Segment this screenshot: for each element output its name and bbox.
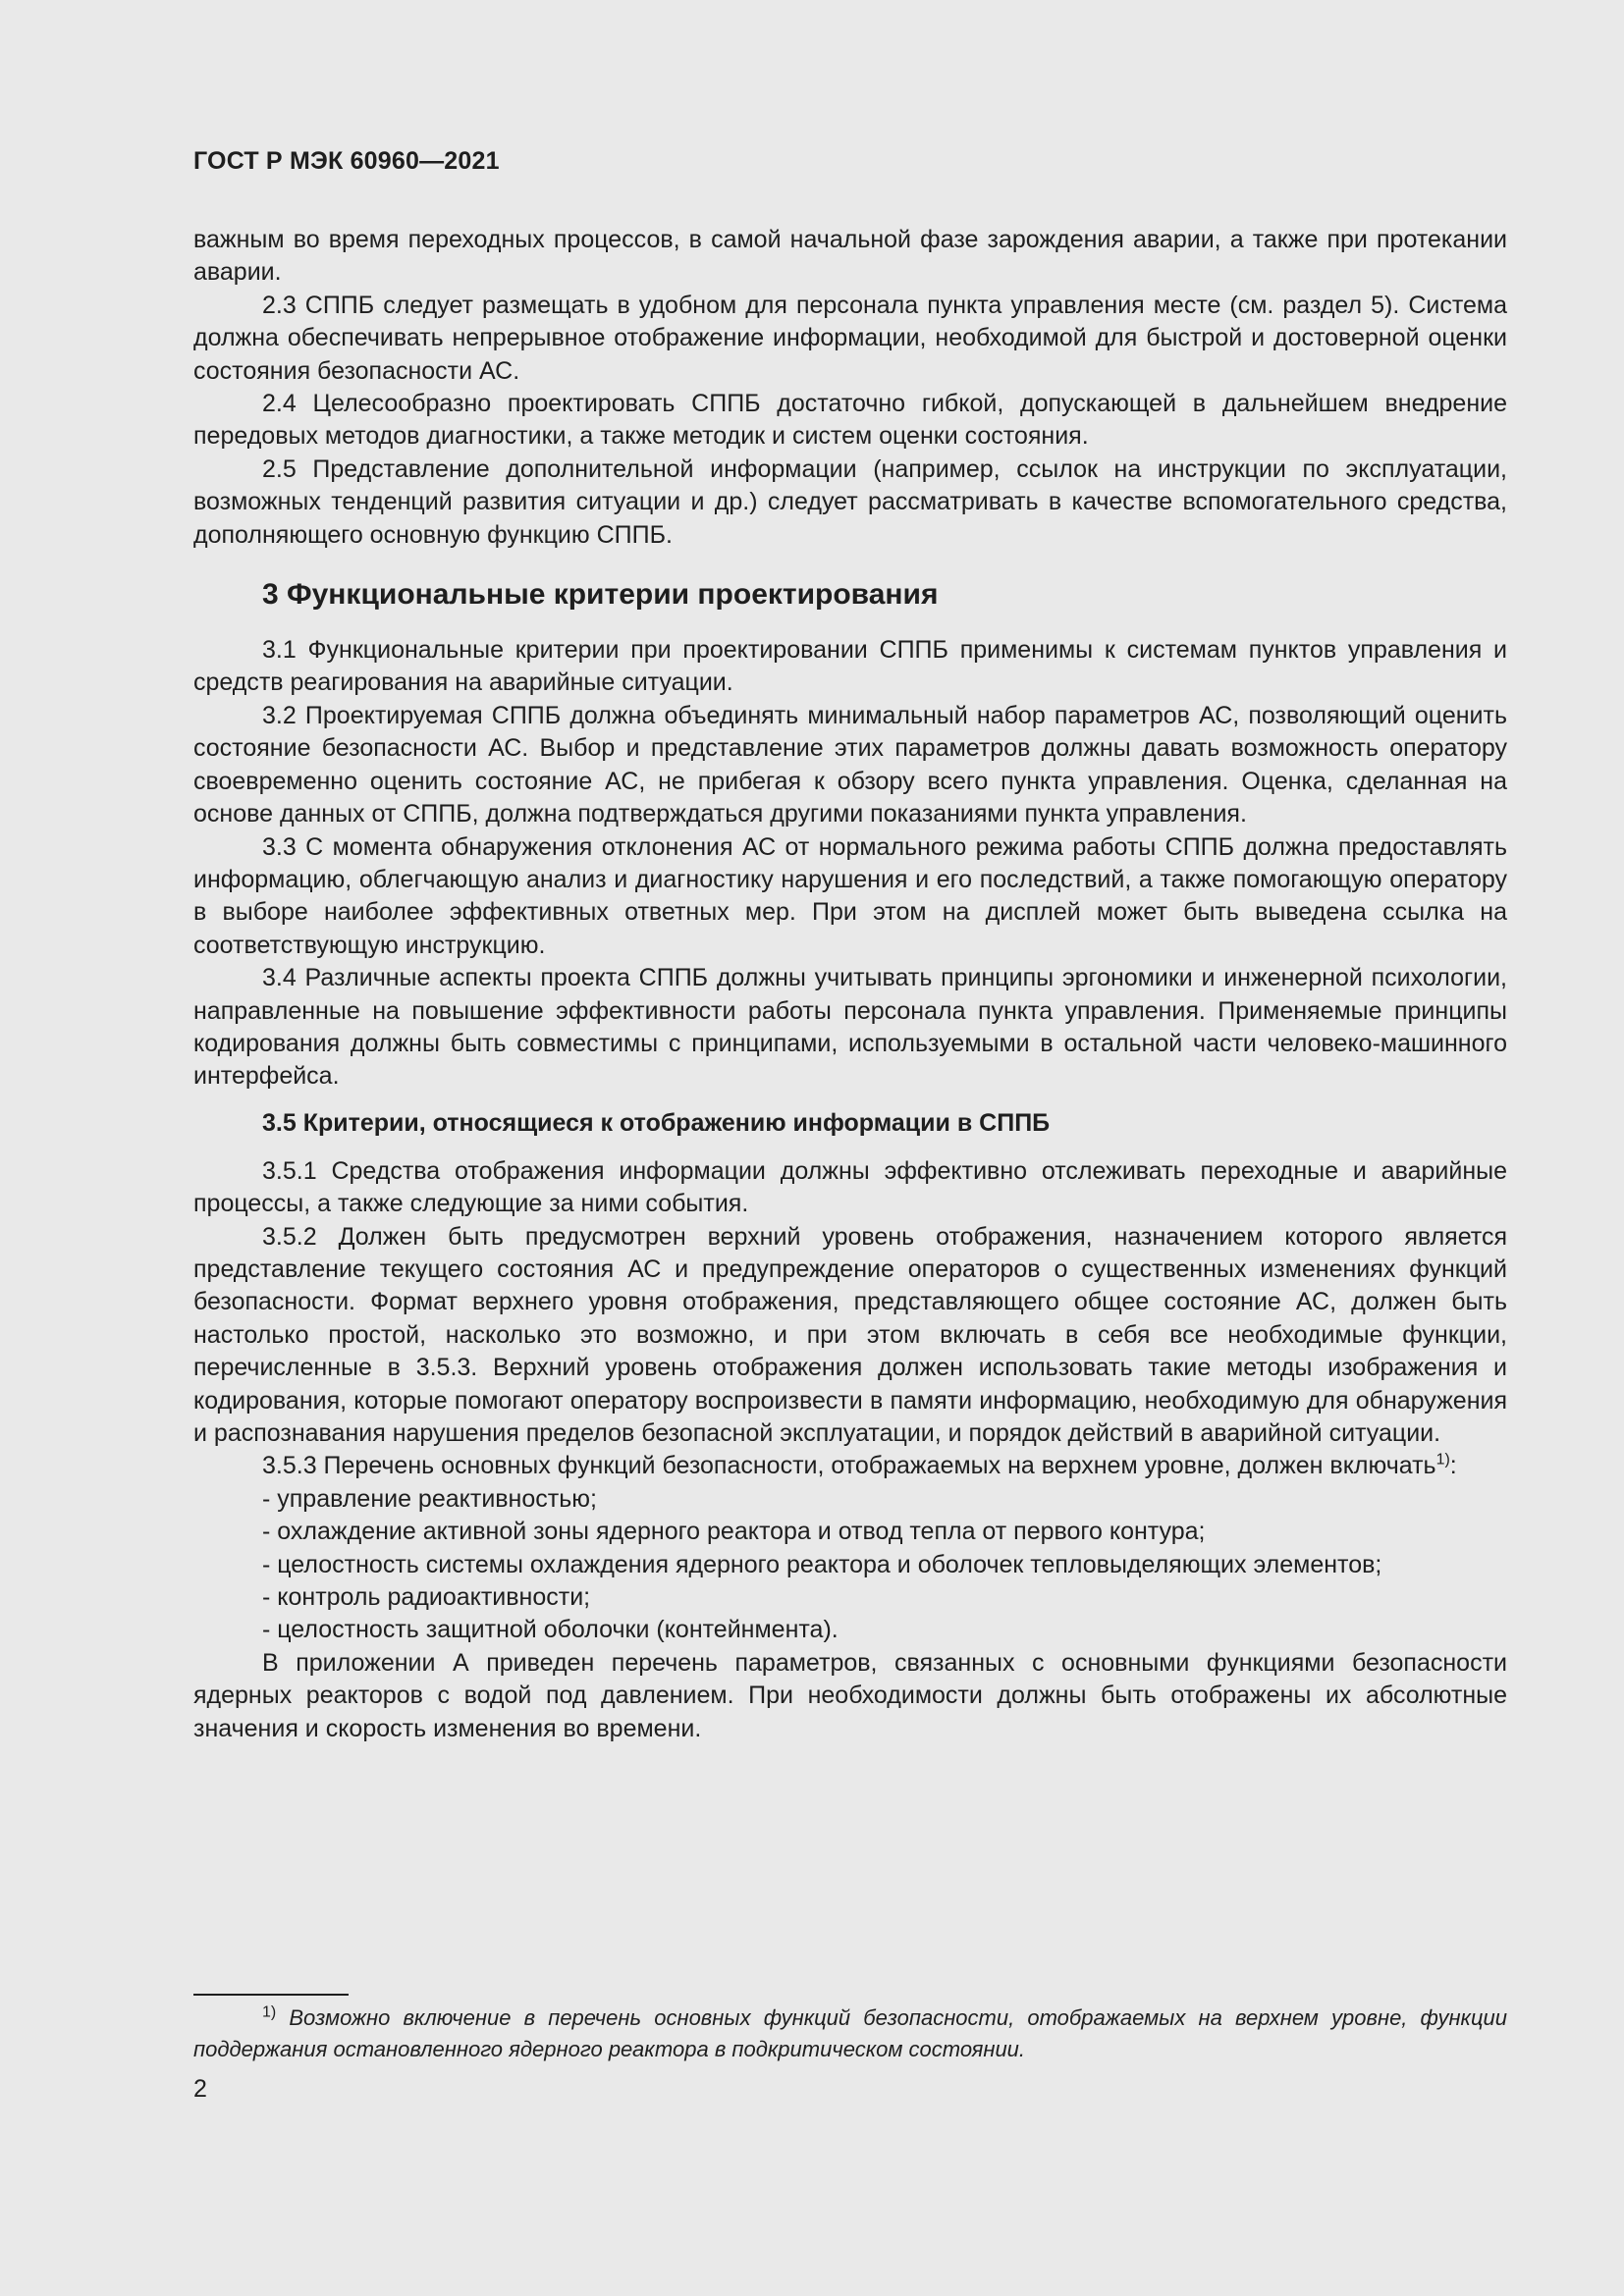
list-item: - целостность системы охлаждения ядерного реактора и оболочек тепловыделяющих элементов; (262, 1550, 1382, 1578)
page-number: 2 (193, 2075, 207, 2103)
paragraph-2-5: 2.5 Представление дополнительной информации (например, ссылок на инструкции по эксплуатации, возможных тенденций развития ситуации и др.) следует рассматривать в качестве вспомогательного средства, дополняющего основную функцию СППБ. (193, 454, 1507, 549)
paragraph-3-5-2: 3.5.2 Должен быть предусмотрен верхний уровень отображения, назначением которого является представление текущего состояния АС и предупреждение операторов о существенных изменениях функций безопасности. Формат верхнего уровня отображения, представляющего общее состояние АС, должен быть настолько простой, насколько это возможно, и при этом включать в себя все необходимые функции, перечисленные в 3.5.3. Верхний уровень отображения должен использовать такие методы изображения и кодирования, которые помогают оператору воспроизвести в памяти информацию, необходимую для обнаружения и распознавания нарушения пределов безопасной эксплуатации, и порядок действий в аварийной ситуации. (193, 1222, 1507, 1447)
list-item: - целостность защитной оболочки (контейнмента). (262, 1616, 839, 1644)
paragraph-3-5-3 (193, 1450, 1507, 1482)
footnote-text: Возможно включение в перечень основных функций безопасности, отображаемых на верхнем уровне, функции поддержания остановленного ядерного реактора в подкритическом состоянии. (193, 2005, 1507, 2061)
paragraph-2-4: 2.4 Целесообразно проектировать СППБ достаточно гибкой, допускающей в дальнейшем внедрение передовых методов диагностики, а также методик и систем оценки состояния. (193, 390, 1507, 451)
list-item: - контроль радиоактивности; (262, 1583, 591, 1612)
paragraph-3-5-3-text: 3.5.3 Перечень основных функций безопасности, отображаемых на верхнем уровне, должен включать (262, 1452, 1436, 1480)
subsection-3-5-title: 3.5 Критерии, относящиеся к отображению информации в СППБ (262, 1108, 1051, 1137)
paragraph-3-3: 3.3 С момента обнаружения отклонения АС от нормального режима работы СППБ должна предоставлять информацию, облегчающую анализ и диагностику нарушения и его последствий, а также помогающую оператору в выборе наиболее эффективных ответных мер. При этом на дисплей может быть выведена ссылка на соответствующую инструкцию. (193, 832, 1507, 959)
paragraph-appendix-reference: В приложении А приведен перечень параметров, связанных с основными функциями безопасности ядерных реакторов с водой под давлением. При необходимости должны быть отображены их абсолютные значения и скорость изменения во времени. (193, 1648, 1507, 1742)
paragraph-2-3: 2.3 СППБ следует размещать в удобном для персонала пункта управления месте (см. раздел 5). Система должна обеспечивать непрерывное отображение информации, необходимой для быстрой и достоверной оценки состояния безопасности АС. (193, 291, 1507, 385)
paragraph-3-5-3-colon: : (1449, 1452, 1457, 1480)
footnote-reference[interactable]: 1) (1435, 1452, 1450, 1469)
paragraph-3-1: 3.1 Функциональные критерии при проектировании СППБ применимы к системам пунктов управления и средств реагирования на аварийные ситуации. (193, 636, 1507, 697)
standard-title: ГОСТ Р МЭК 60960—2021 (193, 147, 500, 175)
footnote-mark: 1) (262, 2003, 277, 2021)
paragraph-3-2: 3.2 Проектируемая СППБ должна объединять минимальный набор параметров АС, позволяющий оценить состояние безопасности АС. Выбор и представление этих параметров должны давать возможность оператору своевременно оценить состояние АС, не прибегая к обзору всего пункта управления. Оценка, сделанная на основе данных от СППБ, должна подтверждаться другими показаниями пункта управления. (193, 701, 1507, 828)
section-3-title: 3 Функциональные критерии проектирования (262, 578, 939, 612)
paragraph-3-5-1: 3.5.1 Средства отображения информации должны эффективно отслеживать переходные и аварийные процессы, а также следующие за ними события. (193, 1156, 1507, 1218)
list-item: - управление реактивностью; (262, 1484, 597, 1513)
paragraph-3-4: 3.4 Различные аспекты проекта СППБ должны учитывать принципы эргономики и инженерной психологии, направленные на повышение эффективности работы персонала пункта управления. Применяемые принципы кодирования должны быть совместимы с принципами, используемыми в остальной части человеко-машинного интерфейса. (193, 964, 1507, 1091)
document-body (193, 224, 1507, 1745)
paragraph-continuation: важным во время переходных процессов, в самой начальной фазе зарождения аварии, а также при протекании аварии. (193, 226, 1507, 287)
footnote (193, 2002, 1507, 2065)
list-item: - охлаждение активной зоны ядерного реактора и отвод тепла от первого контура; (262, 1518, 1206, 1546)
document-page (193, 0, 1507, 2296)
footnote-divider (193, 1994, 349, 1996)
